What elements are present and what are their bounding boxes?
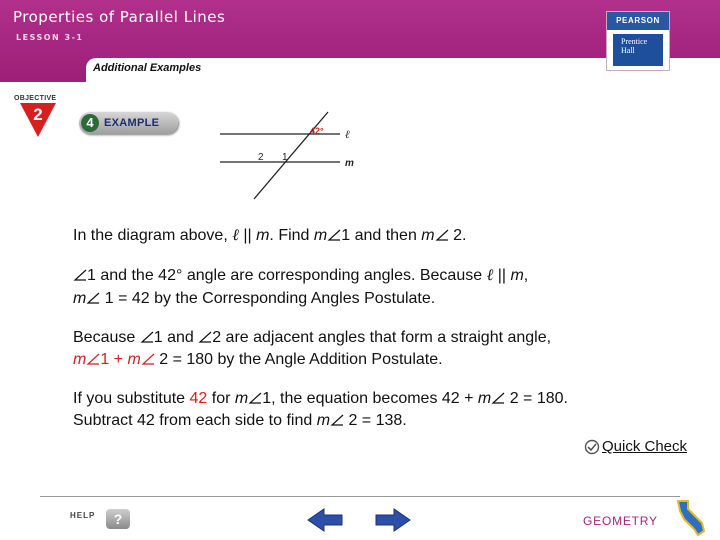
publisher-name: PEARSON — [607, 12, 669, 30]
solution-line-2: m 1 = 42 by the Corresponding Angles Postulate. — [73, 290, 436, 307]
objective-label: OBJECTIVE — [14, 95, 57, 102]
angle-icon — [140, 331, 154, 343]
angle-2-label: 2 — [258, 152, 264, 163]
publisher-imprint: Prentice Hall — [613, 34, 663, 66]
angle-42-label: 42° — [310, 126, 324, 136]
footer-divider — [40, 496, 680, 497]
line-l-label: ℓ — [345, 129, 350, 141]
help-button[interactable]: ? — [106, 509, 130, 529]
problem-statement: In the diagram above, ℓ || m. Find m 1 and then m 2. — [73, 227, 467, 244]
arrow-left-icon[interactable] — [306, 507, 344, 533]
angle-icon — [86, 353, 100, 365]
angle-icon — [435, 229, 449, 241]
angle-icon — [198, 331, 212, 343]
help-label[interactable]: HELP — [70, 511, 96, 520]
publisher-logo — [606, 11, 670, 71]
example-number: 4 — [81, 114, 99, 132]
solution-line-1: 1 and the 42° angle are corresponding angles. Because ℓ || m, — [73, 267, 528, 285]
solution-line-3: Because 1 and 2 are adjacent angles that form a straight angle, — [73, 329, 552, 346]
example-label: EXAMPLE — [104, 117, 160, 129]
section-label: Additional Examples — [93, 62, 202, 74]
svg-text:2: 2 — [33, 105, 43, 124]
angle-icon — [327, 229, 341, 241]
solution-line-6: Subtract 42 from each side to find m 2 = 138. — [73, 412, 407, 429]
parallel-lines-diagram — [210, 105, 370, 200]
solution-line-5: If you substitute 42 for m 1, the equation becomes 42 + m 2 = 180. — [73, 390, 568, 407]
quick-check-link[interactable]: Quick Check — [602, 438, 688, 455]
angle-icon — [86, 292, 100, 304]
angle-icon — [248, 392, 262, 404]
objective-badge-icon — [20, 103, 56, 137]
subject-label: GEOMETRY — [583, 514, 658, 528]
line-m-label: m — [345, 158, 354, 169]
page-title: Properties of Parallel Lines — [13, 8, 226, 26]
solution-line-4: m 1 + m 2 = 180 by the Angle Addition Postulate. — [73, 351, 443, 368]
quick-check-icon[interactable] — [584, 439, 600, 455]
angle-icon — [73, 269, 87, 281]
angle-1-label: 1 — [282, 152, 288, 163]
arrow-right-icon[interactable] — [374, 507, 412, 533]
angle-icon — [141, 353, 155, 365]
lesson-label: LESSON 3-1 — [16, 33, 84, 42]
angle-icon — [330, 414, 344, 426]
angle-icon — [491, 392, 505, 404]
state-map-icon — [672, 497, 710, 537]
